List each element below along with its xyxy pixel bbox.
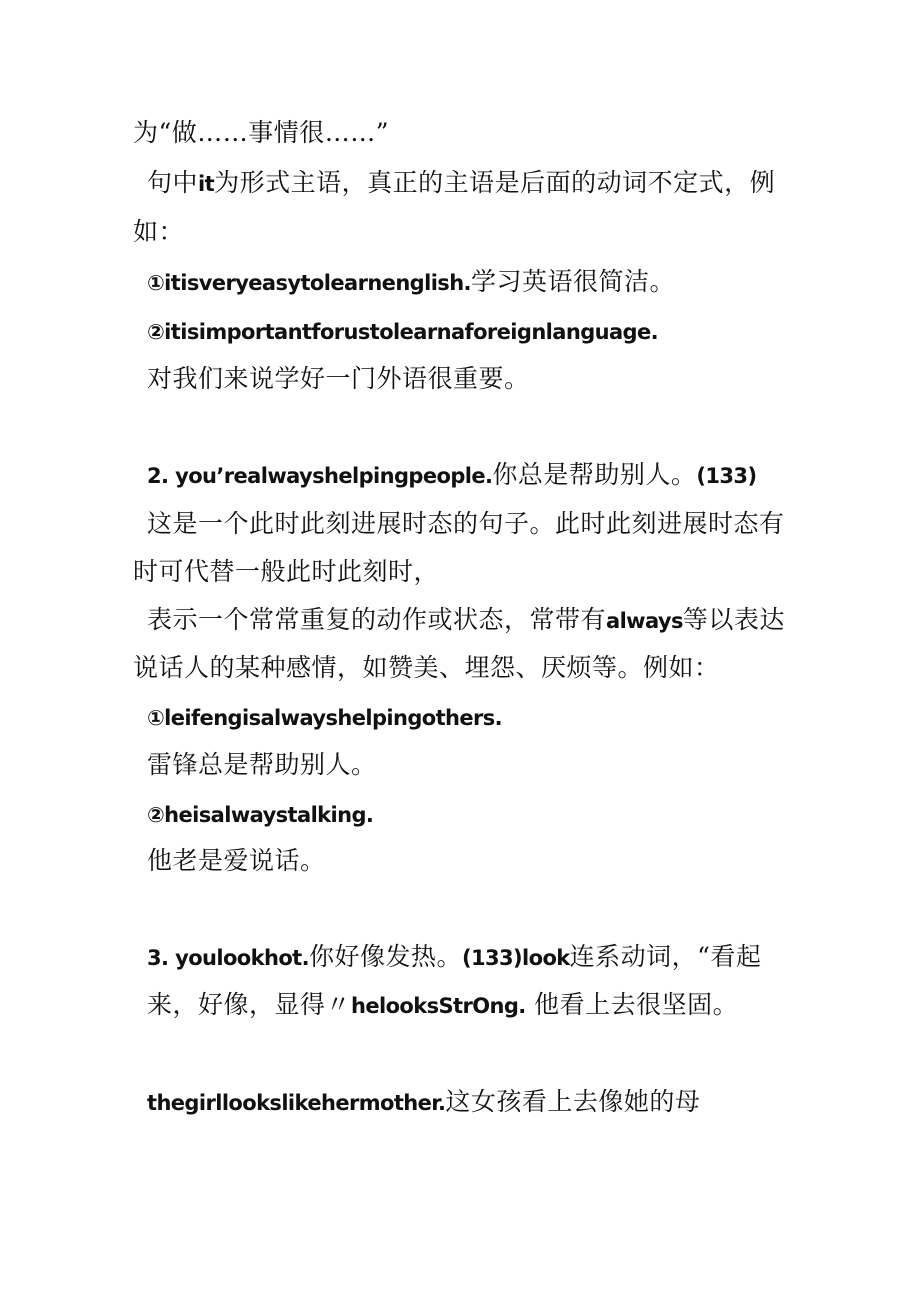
text: 说话人的某种感情，如赞美、埋怨、厌烦等。例如：	[133, 653, 720, 682]
text: 来，好像，显得〃	[147, 990, 352, 1019]
translation: 雷锋总是帮助别人。	[147, 750, 377, 779]
text-line-16	[147, 940, 761, 975]
example-sentence: ②itisimportantforustolearnaforeignlanguage.	[147, 320, 659, 344]
text-line-5	[147, 314, 658, 349]
example-sentence: helooksStrOng.	[351, 994, 526, 1018]
translation: 学习英语很简洁。	[470, 267, 675, 296]
text: 如：	[133, 217, 185, 246]
text-line-12	[147, 700, 502, 735]
translation: 你好像发热。	[308, 942, 462, 971]
example-sentence: thegirllookslikehermother.	[147, 1091, 446, 1115]
text-line-17	[147, 988, 738, 1023]
text-line-14	[147, 797, 373, 832]
heading-sentence: 2. you’realwayshelpingpeople.	[147, 464, 493, 488]
text: 为“做……事情很……”	[133, 118, 390, 147]
text-line-11	[133, 651, 720, 685]
text-line-9	[133, 555, 439, 589]
page-ref: (133)	[696, 464, 757, 488]
translation: 对我们来说学好一门外语很重要。	[147, 364, 530, 393]
text-line-6	[147, 362, 530, 396]
text: 句中	[147, 168, 199, 197]
text: 这是一个此时此刻进展时态的句子。此时此刻进展时态有	[147, 509, 785, 538]
translation: 你总是帮助别人。	[492, 460, 697, 489]
text-line-13	[147, 748, 377, 782]
bold-text: always	[606, 609, 683, 633]
translation: 这女孩看上去像她的母	[445, 1087, 701, 1116]
text: 等以表达	[682, 605, 785, 634]
text-line-4	[147, 265, 675, 300]
example-sentence: ②heisalwaystalking.	[147, 803, 374, 827]
text-line-8	[147, 507, 785, 541]
text: 时可代替一般此时此刻时，	[133, 557, 440, 586]
text-line-15	[147, 844, 326, 878]
text: 为形式主语，真正的主语是后面的动词不定式，例	[214, 168, 776, 197]
text-line-3	[133, 215, 184, 249]
heading-sentence: 3. youlookhot.	[147, 946, 309, 970]
text-line-10	[147, 603, 785, 638]
text: 连系动词，“看起	[569, 942, 762, 971]
text-line-2	[147, 166, 775, 201]
example-sentence: ①itisveryeasytolearnenglish.	[147, 271, 471, 295]
example-sentence: ①leifengisalwayshelpingothers.	[147, 706, 503, 730]
text-line-1	[133, 116, 389, 150]
text: 表示一个常常重复的动作或状态，常带有	[147, 605, 607, 634]
translation: 他看上去很坚固。	[525, 990, 739, 1019]
text-line-18	[147, 1085, 700, 1120]
text-line-7	[147, 458, 756, 493]
page-ref: (133)look	[462, 946, 570, 970]
bold-text: it	[198, 172, 215, 196]
translation: 他老是爱说话。	[147, 846, 326, 875]
